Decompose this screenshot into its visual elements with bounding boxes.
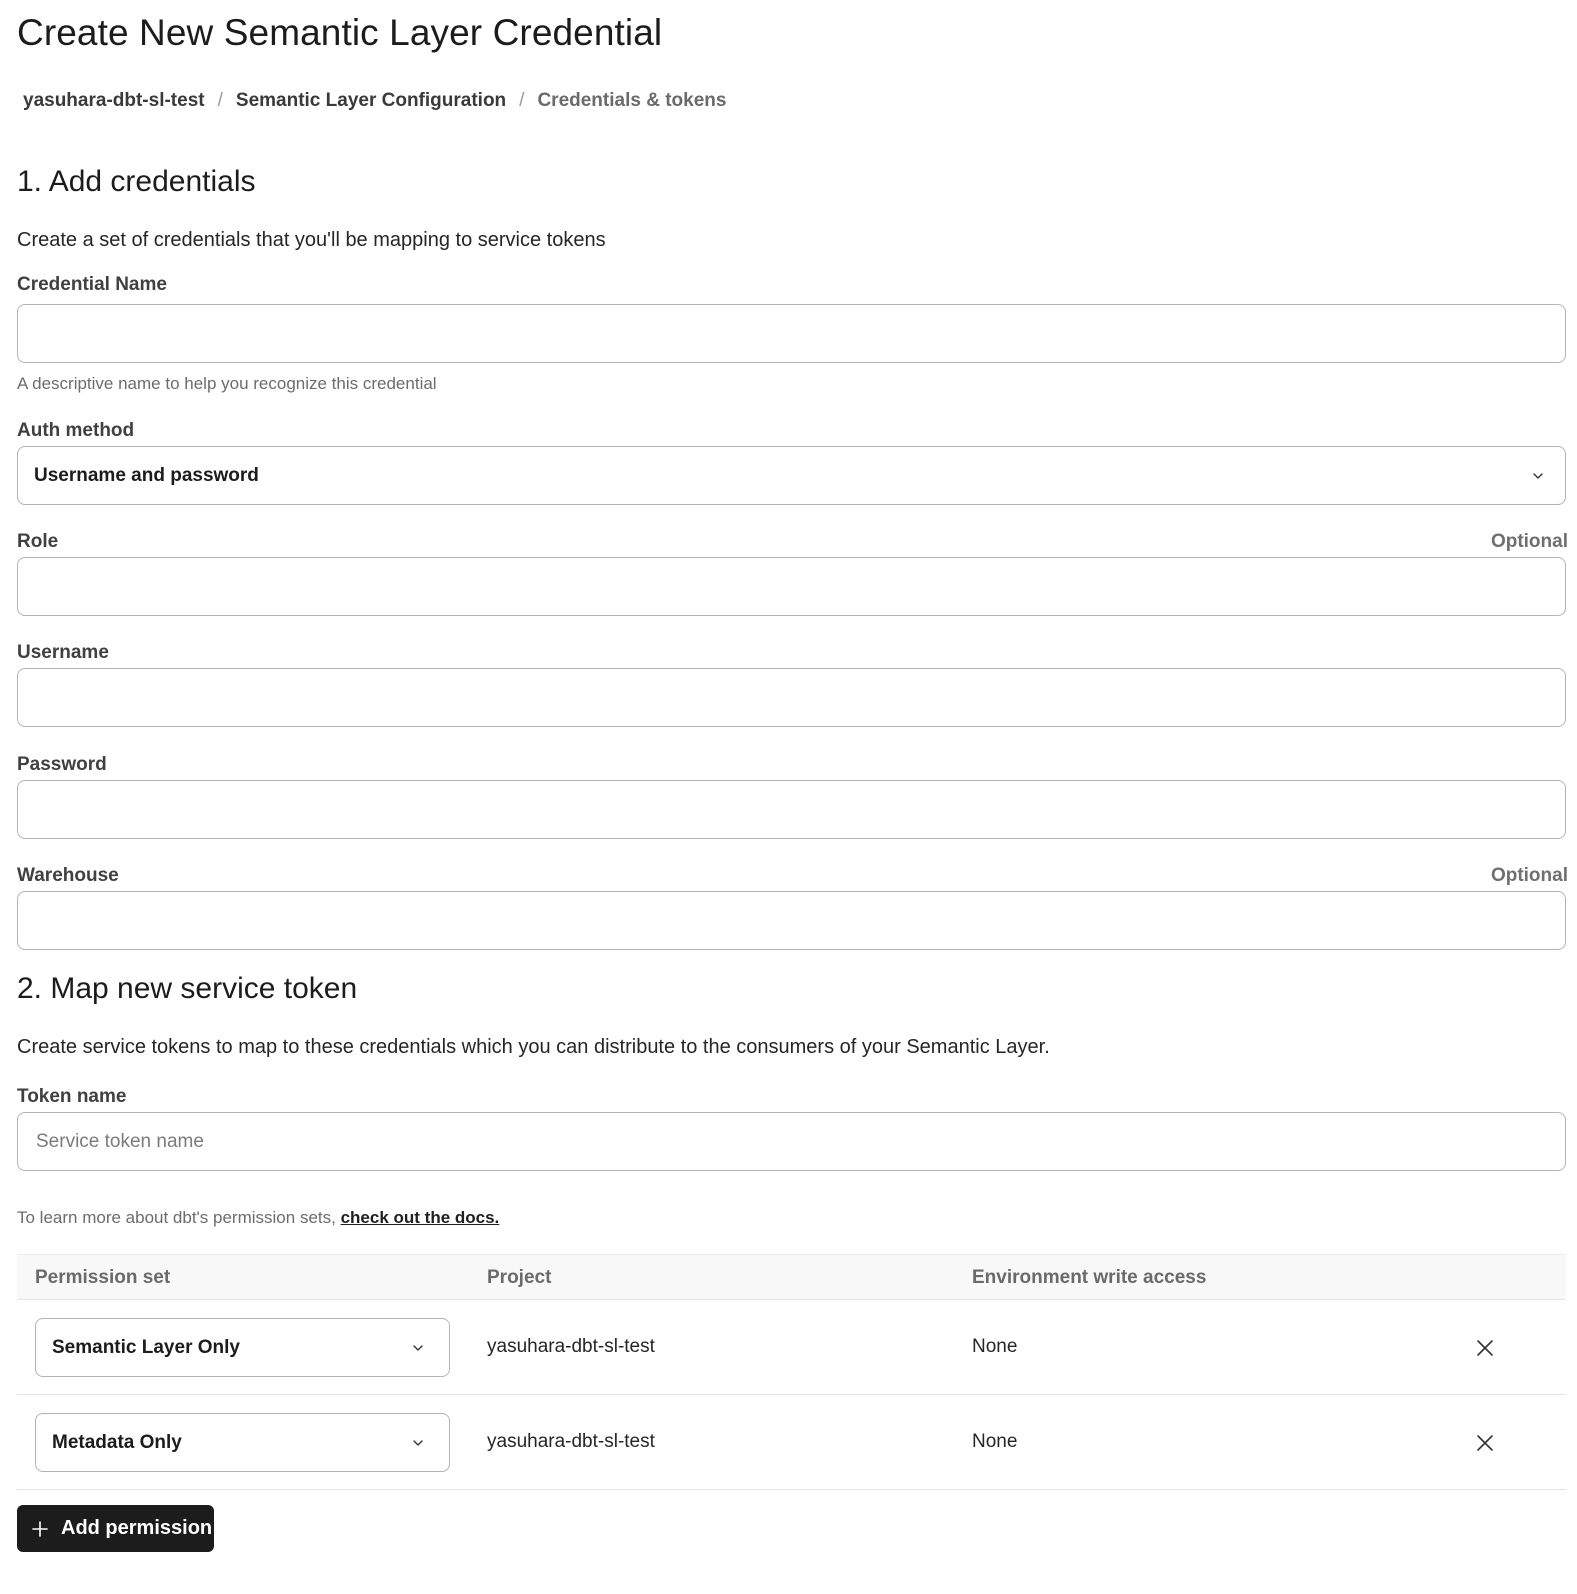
breadcrumb-item-current: Credentials & tokens <box>537 90 727 111</box>
breadcrumb-separator: / <box>217 90 223 111</box>
permission-set-select[interactable] <box>35 1318 450 1377</box>
section-description-add-credentials: Create a set of credentials that you'll be mapping to service tokens <box>17 229 606 251</box>
column-header-permission-set: Permission set <box>35 1267 171 1288</box>
permission-set-select[interactable] <box>35 1413 450 1472</box>
chevron-down-icon <box>1531 469 1545 483</box>
column-header-environment-write-access: Environment write access <box>972 1267 1207 1288</box>
credential-name-input[interactable] <box>17 304 1566 363</box>
auth-method-selected-value: Username and password <box>34 464 259 486</box>
section-description-map-service-token: Create service tokens to map to these credentials which you can distribute to the consumers of your Semantic Layer. <box>17 1036 1050 1058</box>
warehouse-input[interactable] <box>17 891 1566 950</box>
section-title-add-credentials: 1. Add credentials <box>17 165 256 198</box>
chevron-down-icon <box>411 1436 425 1450</box>
project-cell: yasuhara-dbt-sl-test <box>487 1336 655 1357</box>
warehouse-optional-label: Optional <box>1490 865 1568 886</box>
token-name-input[interactable] <box>17 1112 1566 1171</box>
table-row <box>17 1395 1566 1490</box>
page-title: Create New Semantic Layer Credential <box>17 12 663 53</box>
username-input[interactable] <box>17 668 1566 727</box>
permissions-table-header <box>17 1254 1566 1300</box>
table-row <box>17 1300 1566 1395</box>
breadcrumb-item-project[interactable]: yasuhara-dbt-sl-test <box>23 90 205 111</box>
breadcrumb <box>23 90 726 112</box>
chevron-down-icon <box>411 1341 425 1355</box>
credential-name-help: A descriptive name to help you recognize this credential <box>17 374 437 393</box>
add-permission-button[interactable] <box>17 1505 214 1552</box>
breadcrumb-item-semantic-layer-configuration[interactable]: Semantic Layer Configuration <box>235 90 507 111</box>
warehouse-label: Warehouse <box>17 865 119 886</box>
add-permission-label: Add permission <box>61 1517 213 1539</box>
token-name-label: Token name <box>17 1086 127 1107</box>
docs-link[interactable]: check out the docs. <box>340 1208 500 1227</box>
credential-name-label: Credential Name <box>17 274 167 295</box>
role-optional-label: Optional <box>1490 531 1568 552</box>
column-header-project: Project <box>487 1267 552 1288</box>
role-label: Role <box>17 531 59 552</box>
close-icon[interactable] <box>1474 1432 1496 1454</box>
docs-hint <box>17 1208 499 1228</box>
password-input[interactable] <box>17 780 1566 839</box>
auth-method-select[interactable] <box>17 446 1566 505</box>
project-cell: yasuhara-dbt-sl-test <box>487 1431 655 1452</box>
username-label: Username <box>17 642 109 663</box>
docs-hint-text: To learn more about dbt's permission sets, <box>17 1208 341 1227</box>
auth-method-label: Auth method <box>17 420 135 441</box>
permission-set-selected-value: Metadata Only <box>52 1431 182 1453</box>
environment-access-cell: None <box>972 1431 1018 1452</box>
close-icon[interactable] <box>1474 1337 1496 1359</box>
password-label: Password <box>17 754 107 775</box>
section-title-map-service-token: 2. Map new service token <box>17 972 358 1005</box>
role-input[interactable] <box>17 557 1566 616</box>
permission-set-selected-value: Semantic Layer Only <box>52 1336 240 1358</box>
environment-access-cell: None <box>972 1336 1018 1357</box>
breadcrumb-separator: / <box>519 90 525 111</box>
plus-icon <box>31 1520 49 1538</box>
